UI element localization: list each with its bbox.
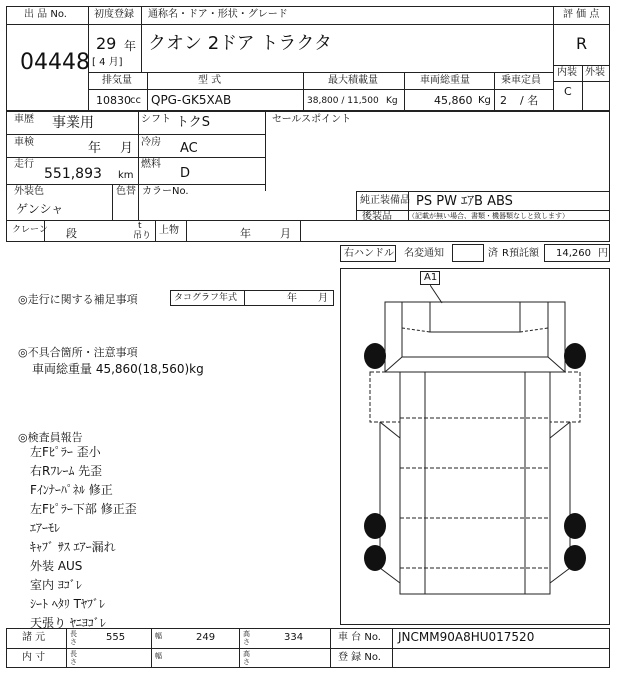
genuine-equipment-label: 純正装備品 [360,195,410,206]
gross-weight: 45,860 [434,94,473,107]
exterior-color-label: 外装色 [14,186,44,197]
rear-right-wheel-1 [564,513,586,539]
inspector-item: 天張り ﾔﾆﾖｺﾞﾚ [30,616,106,630]
rear-left-wheel-2 [364,545,386,571]
tachograph-year: 年 [287,293,297,304]
damage-tag-pointer [430,285,450,305]
crane-stage-unit: 段 [66,227,77,240]
exterior-grade-label: 外装 [585,67,605,78]
front-right-wheel [564,343,586,369]
inner-width-label: 幅 [155,652,162,660]
ownership-change-box [452,244,484,262]
interior-grade: C [564,85,572,98]
color-change-label: 色替 [116,186,136,197]
truck-diagram [340,268,610,625]
max-load: 38,800 / 11,500 [307,96,379,106]
ac-value: AC [180,141,198,156]
shift-label: シフト [141,114,171,125]
max-load-label: 最大積載量 [328,75,378,86]
genuine-equipment-value: PS PW ｴｱB ABS [416,194,513,209]
inspector-item: 室内 ﾖｺﾞﾚ [30,578,82,592]
driving-notes-label: ◎走行に関する補足事項 [18,293,138,306]
crane-label: クレーン [12,225,48,235]
inner-length-label: 長さ [70,650,77,666]
inspector-item: ｼｰﾄ ﾍﾀﾘ Tﾔﾌﾞﾚ [30,597,105,611]
width-label: 幅 [155,632,162,640]
lot-number-label: 出 品 No. [24,9,67,20]
mileage-value: 551,893 [44,166,102,182]
aftermarket-note: （記載が無い場合、書類・機器類なしと致します） [408,212,569,220]
inspection-label: 車検 [14,137,34,148]
uptop-label: 上物 [159,225,179,236]
rear-right-wheel-2 [564,545,586,571]
height-label: 高さ [243,630,250,646]
inspection-month: 月 [120,141,134,156]
color-number-label: カラーNo. [142,186,189,197]
inner-height-label: 高さ [243,650,250,666]
length-label: 長さ [70,630,77,646]
fuel-value: D [180,166,191,181]
cab-outline [385,302,565,372]
inspector-item: ｴｱｰﾓﾚ [30,521,61,535]
defects-text: 車両総重量 45,860(18,560)kg [32,362,204,376]
capacity-unit: / 名 [520,94,539,107]
type-code: QPG-GK5XAB [151,93,232,107]
ownership-change-label: 名変通知 [404,248,444,259]
damage-tag-label: A1 [424,272,438,283]
chassis-outline [400,372,550,594]
displacement: 10830 [96,94,131,107]
displacement-label: 排気量 [102,75,132,86]
capacity-label: 乗車定員 [501,75,541,86]
type-label: 型 式 [198,75,222,86]
history-value: 事業用 [52,115,94,131]
inspection-year: 年 [88,141,102,156]
rear-left-wheel-1 [364,513,386,539]
uptop-month: 月 [280,227,291,240]
displacement-unit: cc [130,95,141,106]
inspector-item: ｷｬﾌﾞ ｻｽ ｴｱｰ漏れ [30,540,116,554]
shift-value: トクS [176,115,210,130]
interior-grade-label: 内装 [557,67,577,78]
inspector-report-label: ◎検査員報告 [18,431,83,444]
inspector-item: 外装 AUS [30,559,83,573]
gross-weight-label: 車両総重量 [420,75,470,86]
exterior-color-value: ゲンシャ [16,202,64,216]
grade-label: 評 価 点 [563,9,600,20]
chassis-number: JNCMM90A8HU017520 [398,630,535,644]
front-left-wheel [364,343,386,369]
crane-hang-unit: 吊り [133,231,152,241]
model-label: 通称名・ドア・形状・グレード [148,9,288,20]
sales-point-label: セールスポイント [272,114,352,125]
tax-deposit-label: R預託額 [502,248,539,259]
tax-deposit-value: 14,260 [556,248,591,259]
crane-ton-unit: t [138,221,142,231]
capacity: 2 [500,94,507,107]
tachograph-label: タコグラフ年式 [174,293,238,303]
height-value: 334 [284,632,304,643]
mileage-unit: km [118,170,134,181]
inspector-item: Fｲﾝﾅｰﾊﾟﾈﾙ 修正 [30,483,113,497]
defects-label: ◎不具合箇所・注意事項 [18,346,138,359]
year-unit: 年 [124,39,137,53]
length-value: 555 [106,632,126,643]
first-registration-label: 初度登録 [94,9,134,20]
width-value: 249 [196,632,216,643]
lot-number: 04448 [20,50,90,75]
tax-label: 済 [488,248,498,259]
max-load-unit: Kg [386,96,398,106]
tax-deposit-unit: 円 [598,248,608,259]
aftermarket-label: 後装品 [362,211,392,222]
registration-number-label: 登 録 No. [338,652,381,663]
ac-label: 冷房 [141,137,161,148]
overall-grade: R [576,34,588,53]
gross-weight-unit: Kg [478,95,491,106]
first-registration-month: [ 4 月] [92,57,123,68]
inspector-item: 左Fﾋﾟﾗｰ下部 修正歪 [30,502,137,516]
inspector-item: 左Fﾋﾟﾗｰ 歪小 [30,445,101,459]
uptop-year: 年 [240,227,251,240]
inspector-item: 右Rﾌﾚｰﾑ 先歪 [30,464,103,478]
chassis-number-label: 車 台 No. [338,632,381,643]
fuel-label: 燃料 [141,159,161,170]
first-registration-year: 29 [96,34,117,53]
inner-dimensions-label: 内 寸 [22,652,46,663]
model-name: クオン 2ドア トラクタ [148,33,332,54]
history-label: 車歴 [14,114,34,125]
mileage-label: 走行 [14,159,34,170]
dimensions-label: 諸 元 [22,632,46,643]
steering: 右ハンドル [344,248,394,259]
tachograph-month: 月 [318,293,328,304]
